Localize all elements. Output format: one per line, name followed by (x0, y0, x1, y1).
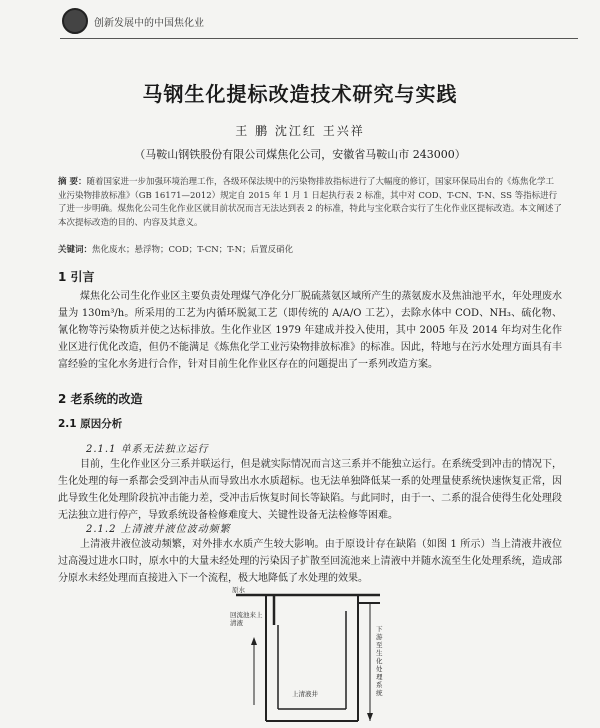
figure-label-downstream: 下游至生化处理系统 (376, 625, 383, 697)
section-heading-intro: 1 引言 (58, 270, 95, 284)
subsubsection-heading-level-fluctuation: 2.1.2 上清液井液位波动频繁 (86, 524, 231, 535)
running-header (62, 8, 204, 34)
paper-title: 马钢生化提标改造技术研究与实践 (142, 82, 458, 106)
keywords-text: 焦化废水；悬浮物；COD；T-CN；T-N；后置反硝化 (92, 245, 294, 255)
single-system-paragraph: 目前，生化作业区分三系并联运行，但是就实际情况而言这三系并不能独立运行。在系统受到冲击的情况下，生化处理的每一系都会受到冲击从而导致出水水质超标。也无法单独降低某一系的处理量使系统快速恢复正常，因此导致生化处理阶段抗冲击能力差，受冲击后恢复时间长等缺陷。与此同时，由于一、二系的混合使得生化处理段无法独立进行停产，导致系统设备检修难度大、关键性设备无法检修等困难。 (58, 459, 562, 521)
abstract-text: 随着国家进一步加强环境治理工作，各级环保法规中的污染物排放指标进行了大幅度的修订，国家环保局出台的《炼焦化学工业污染物排放标准》（GB 16171—2012）规定自 2015 年 1 月 1 日起执行表 2 标准，其中对 COD、T-CN、T-N、SS 等指标进行了进一步明确。煤焦化公司生化作业区就目前状况而言无法达到表 2 的标准，特此与宝化联合实行了生化作业区提标改造。本文阐述了本次提标改造的目的、内容及其意义。 (58, 177, 562, 228)
intro-paragraph: 煤焦化公司生化作业区主要负责处理煤气净化分厂脱硫蒸氨区域所产生的蒸氨废水及焦油池平水，年处理废水量为 130m³/h。所采用的工艺为内循环脱氮工艺（即传统的 A/A/O 工艺），去除水体中 COD、NH₃、硫化物、氰化物等污染物质并使之达标排放。生化作业区 1979 年建成并投入使用，其中 2005 年及 2014 年均对生化作业区进行优化改造，但仍不能满足《炼焦化学工业污染物排放标准》的标准。因此，特地与在污水处理方面具有丰富经验的宝化水务进行合作，针对目前生化作业区存在的问题提出了一系列改造方案。 (58, 291, 562, 370)
figure-label-return: 回流池来上清液 (230, 611, 263, 627)
keywords-label: 关键词： (58, 245, 93, 255)
header-divider (60, 38, 578, 39)
keywords (58, 244, 562, 257)
figure-1-diagram (230, 585, 395, 724)
affiliation: （马鞍山钢铁股份有限公司煤焦化公司，安徽省马鞍山市 243000） (134, 148, 466, 161)
subsection-heading-cause: 2.1 原因分析 (58, 418, 123, 430)
outlet-arrow-icon (367, 713, 373, 721)
figure-1 (230, 585, 395, 724)
journal-logo-icon (62, 8, 88, 34)
abstract-label: 摘 要： (58, 177, 87, 187)
return-arrow-icon (251, 637, 257, 645)
section-heading-retrofit: 2 老系统的改造 (58, 392, 143, 406)
journal-name: 创新发展中的中国焦化业 (94, 17, 204, 29)
subsubsection-heading-single-system: 2.1.1 单系无法独立运行 (86, 444, 209, 455)
abstract (58, 176, 562, 230)
figure-label-well: 上清液井 (292, 690, 318, 698)
figure-label-raw-water: 原水 (232, 586, 245, 594)
level-fluctuation-paragraph: 上清液井液位波动频繁，对外排水水质产生较大影响。由于原设计存在缺陷（如图 1 所示）当上清液井液位过高漫过进水口时，原水中的大量未经处理的污染因子扩散至回流池来上清液中并随水流至生化处理系统，造成部分原水未经处理而直接进入下一个流程，极大地降低了水处理的效果。 (58, 539, 562, 584)
authors: 王 鹏 沈江红 王兴祥 (235, 124, 365, 138)
